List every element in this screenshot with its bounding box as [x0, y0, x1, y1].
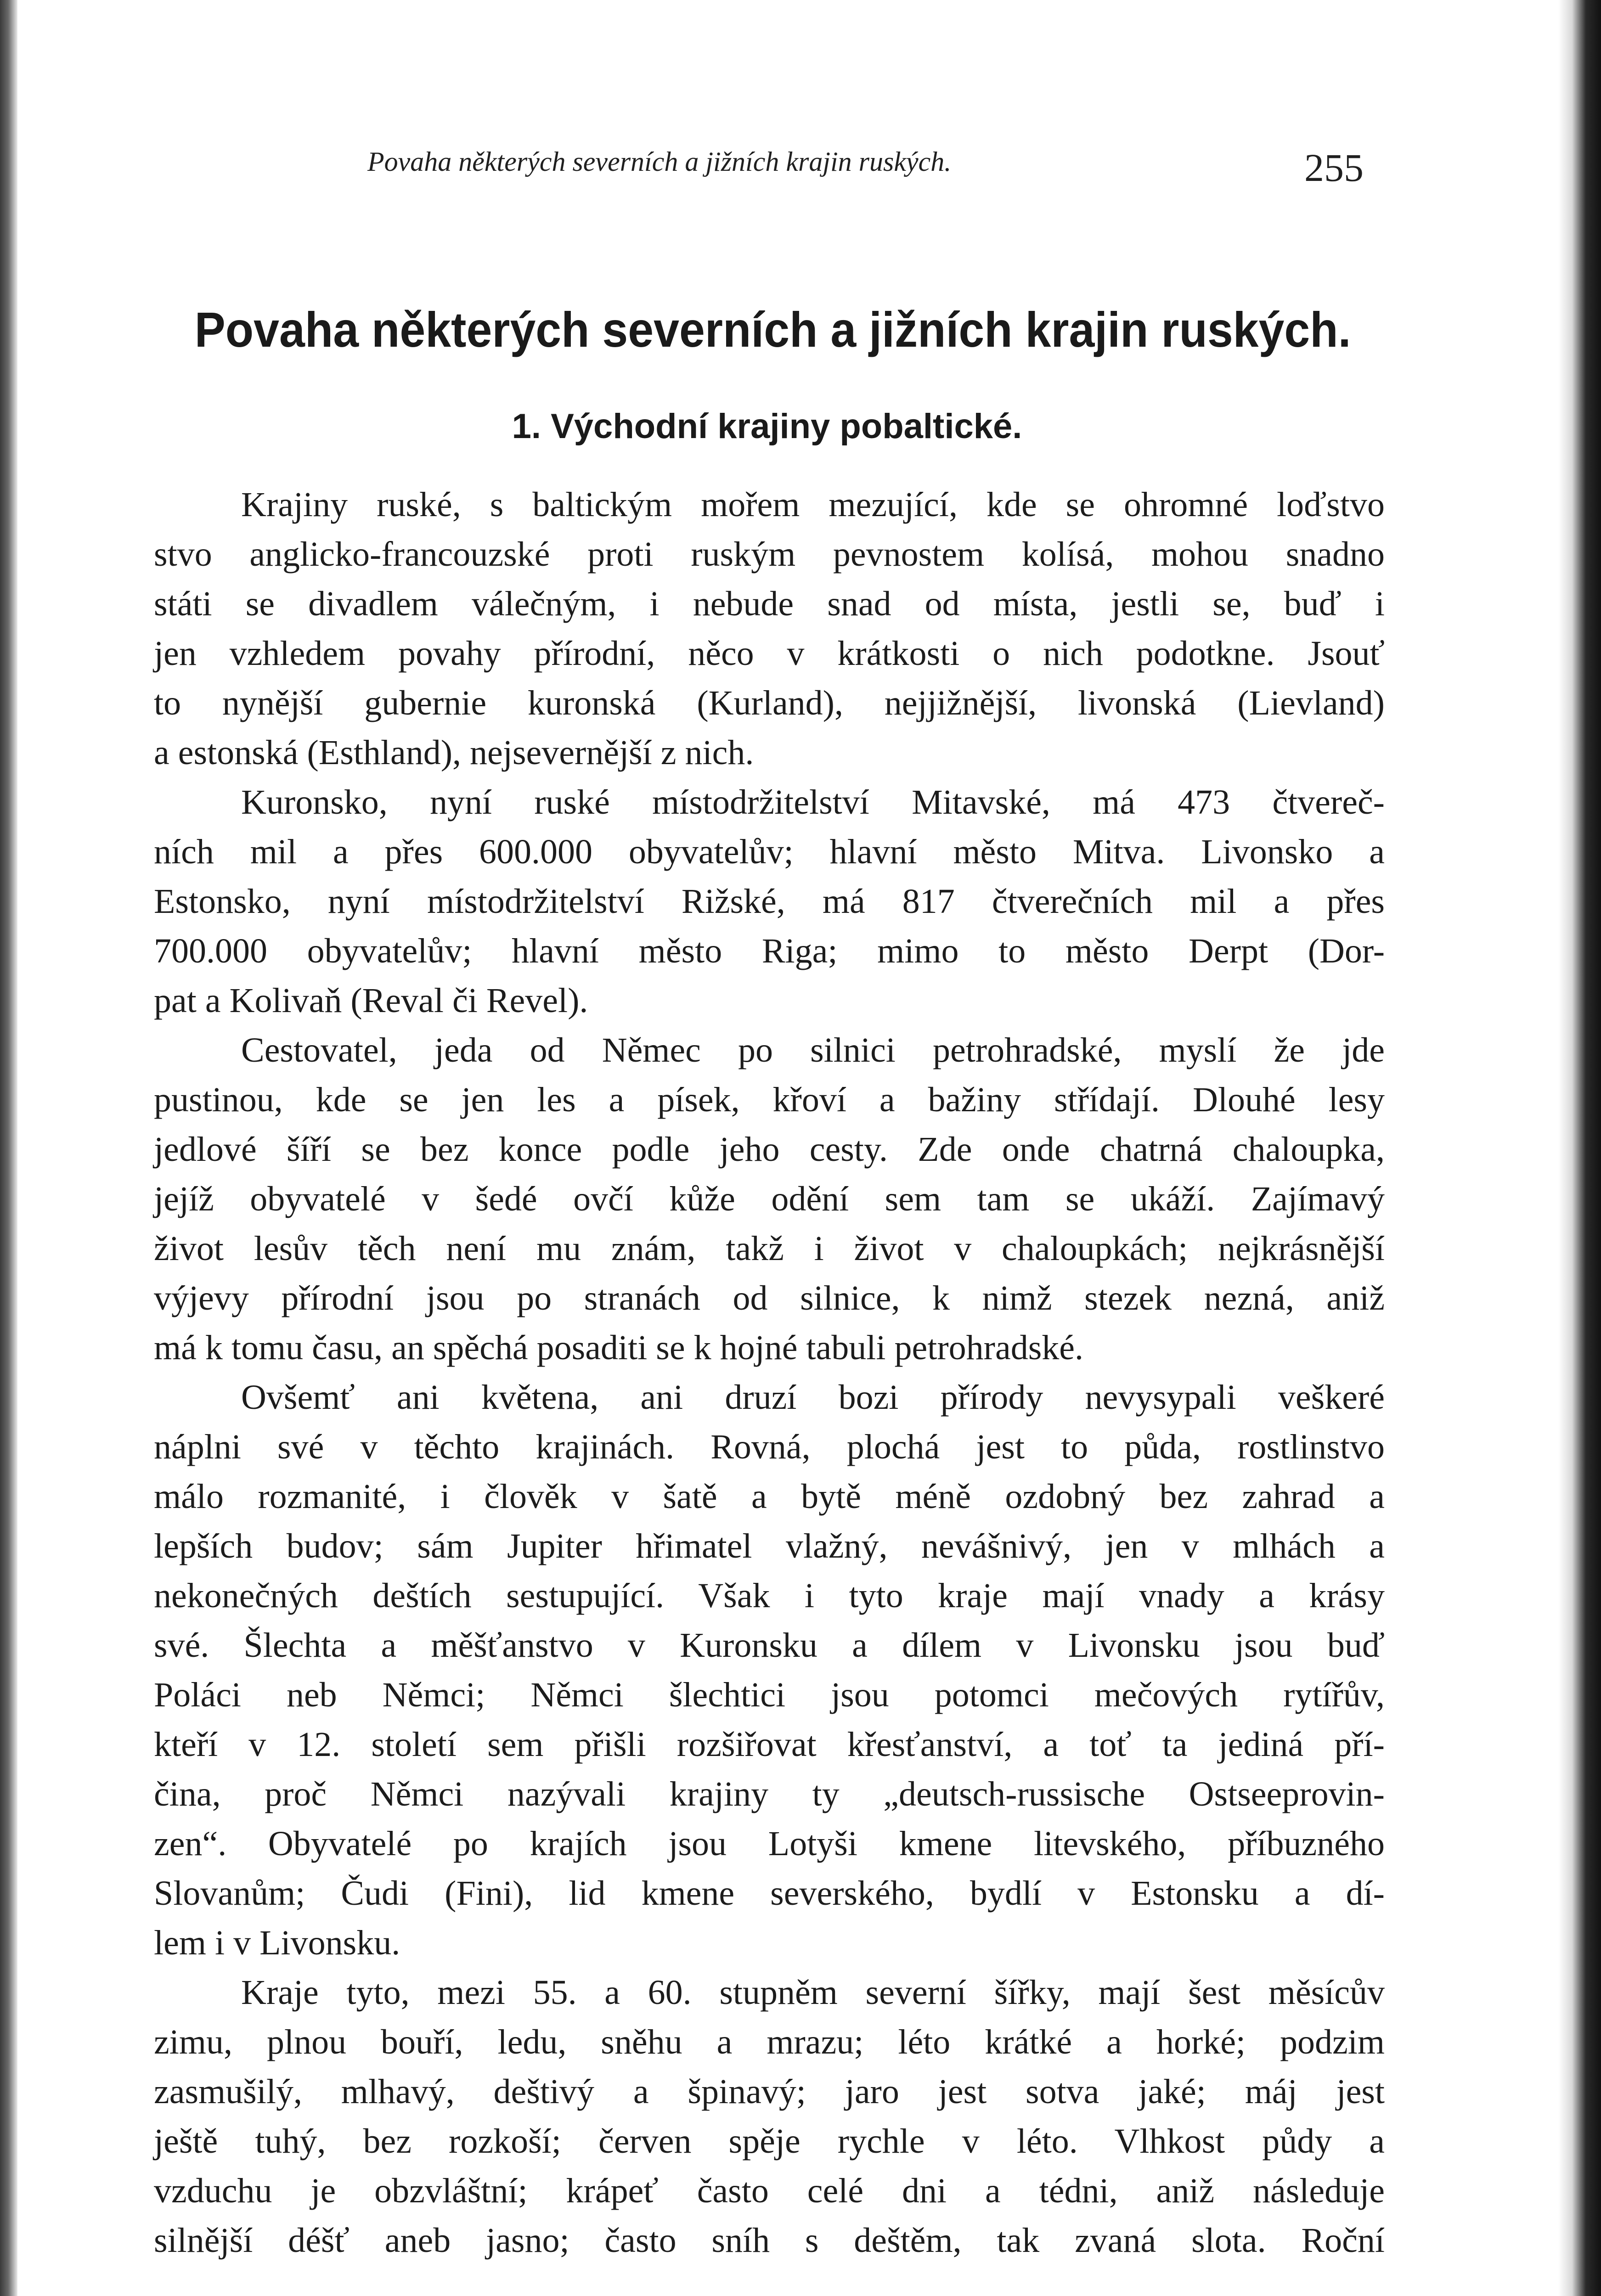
text-line: lem i v Livonsku.	[154, 1924, 400, 1962]
text-line: jedlové šíří se bez konce podle jeho cesty. Zde onde chatrná chaloupka,	[154, 1130, 1385, 1169]
text-line: Kuronsko, nyní ruské místodržitelství Mitavské, má 473 čtvereč-	[241, 783, 1385, 822]
text-line: Cestovatel, jeda od Němec po silnici petrohradské, myslí že jde	[241, 1031, 1385, 1069]
page-number: 255	[1304, 146, 1364, 190]
text-line: lepších budov; sám Jupiter hřimatel vlažný, nevášnivý, jen v mlhách a	[154, 1527, 1385, 1565]
text-line: náplni své v těchto krajinách. Rovná, plochá jest to půda, rostlinstvo	[154, 1428, 1385, 1466]
text-line: to nynější gubernie kuronská (Kurland), nejjižnější, livonská (Lievland)	[154, 684, 1385, 722]
body-text	[154, 480, 1385, 2265]
text-line: ještě tuhý, bez rozkoší; červen spěje rychle v léto. Vlhkost půdy a	[154, 2122, 1385, 2161]
text-line: má k tomu času, an spěchá posaditi se k hojné tabuli petrohradské.	[154, 1328, 1084, 1367]
text-line: 700.000 obyvatelův; hlavní město Riga; mimo to město Derpt (Dor-	[154, 932, 1385, 970]
text-line: jejíž obyvatelé v šedé ovčí kůže odění sem tam se ukáží. Zajímavý	[154, 1180, 1385, 1218]
text-line: pat a Kolivaň (Reval či Revel).	[154, 981, 588, 1020]
text-line: zasmušilý, mlhavý, deštivý a špinavý; jaro jest sotva jaké; máj jest	[154, 2072, 1385, 2111]
section-heading: 1. Východní krajiny pobaltické.	[512, 407, 1022, 446]
text-line: Krajiny ruské, s baltickým mořem mezující, kde se ohromné loďstvo	[241, 485, 1385, 524]
text-line: stvo anglicko-francouzské proti ruským pevnostem kolísá, mohou snadno	[154, 535, 1385, 574]
running-header-title: Povaha některých severních a jižních krajin ruských.	[367, 146, 952, 177]
text-line: čina, proč Němci nazývali krajiny ty „deutsch-russische Ostseeprovin-	[154, 1775, 1385, 1813]
text-line: málo rozmanité, i člověk v šatě a bytě méně ozdobný bez zahrad a	[154, 1477, 1385, 1516]
text-line: zen“. Obyvatelé po krajích jsou Lotyši kmene litevského, příbuzného	[154, 1824, 1385, 1863]
text-line: státi se divadlem válečným, i nebude snad od místa, jestli se, buď i	[154, 585, 1385, 623]
page-binding-edge	[0, 0, 17, 2296]
text-line: zimu, plnou bouří, ledu, sněhu a mrazu; léto krátké a horké; podzim	[154, 2023, 1385, 2061]
page-right-edge	[1558, 0, 1601, 2296]
text-line: výjevy přírodní jsou po stranách od silnice, k nimž stezek nezná, aniž	[154, 1279, 1385, 1317]
text-line: Estonsko, nyní místodržitelství Rižské, má 817 čtverečních mil a přes	[154, 882, 1385, 921]
text-line: ních mil a přes 600.000 obyvatelův; hlavní město Mitva. Livonsko a	[154, 833, 1385, 871]
text-line: nekonečných deštích sestupující. Však i tyto kraje mají vnady a krásy	[154, 1576, 1385, 1615]
text-line: vzduchu je obzvláštní; krápeť často celé dni a tédni, aniž následuje	[154, 2172, 1385, 2210]
text-line: pustinou, kde se jen les a písek, křoví a bažiny střídají. Dlouhé lesy	[154, 1080, 1385, 1119]
text-line: jen vzhledem povahy přírodní, něco v krátkosti o nich podotkne. Jsouť	[154, 634, 1385, 673]
text-line: kteří v 12. století sem přišli rozšiřovat křesťanství, a toť ta jediná pří-	[154, 1725, 1385, 1764]
text-line: Kraje tyto, mezi 55. a 60. stupněm severní šířky, mají šest měsícův	[241, 1973, 1385, 2012]
chapter-title: Povaha některých severních a jižních krajin ruských.	[194, 302, 1351, 357]
text-line: silnější déšť aneb jasno; často sníh s deštěm, tak zvaná slota. Roční	[154, 2221, 1385, 2260]
text-line: a estonská (Esthland), nejsevernější z nich.	[154, 733, 754, 772]
text-line: Slovanům; Čudi (Fini), lid kmene severského, bydlí v Estonsku a dí-	[154, 1874, 1385, 1913]
text-line: své. Šlechta a měšťanstvo v Kuronsku a dílem v Livonsku jsou buď	[154, 1626, 1385, 1665]
text-line: Ovšemť ani květena, ani druzí bozi přírody nevysypali veškeré	[241, 1378, 1385, 1417]
text-line: Poláci neb Němci; Němci šlechtici jsou potomci mečových rytířův,	[154, 1676, 1385, 1714]
text-line: život lesův těch není mu znám, takž i život v chaloupkách; nejkrásnější	[154, 1229, 1385, 1268]
